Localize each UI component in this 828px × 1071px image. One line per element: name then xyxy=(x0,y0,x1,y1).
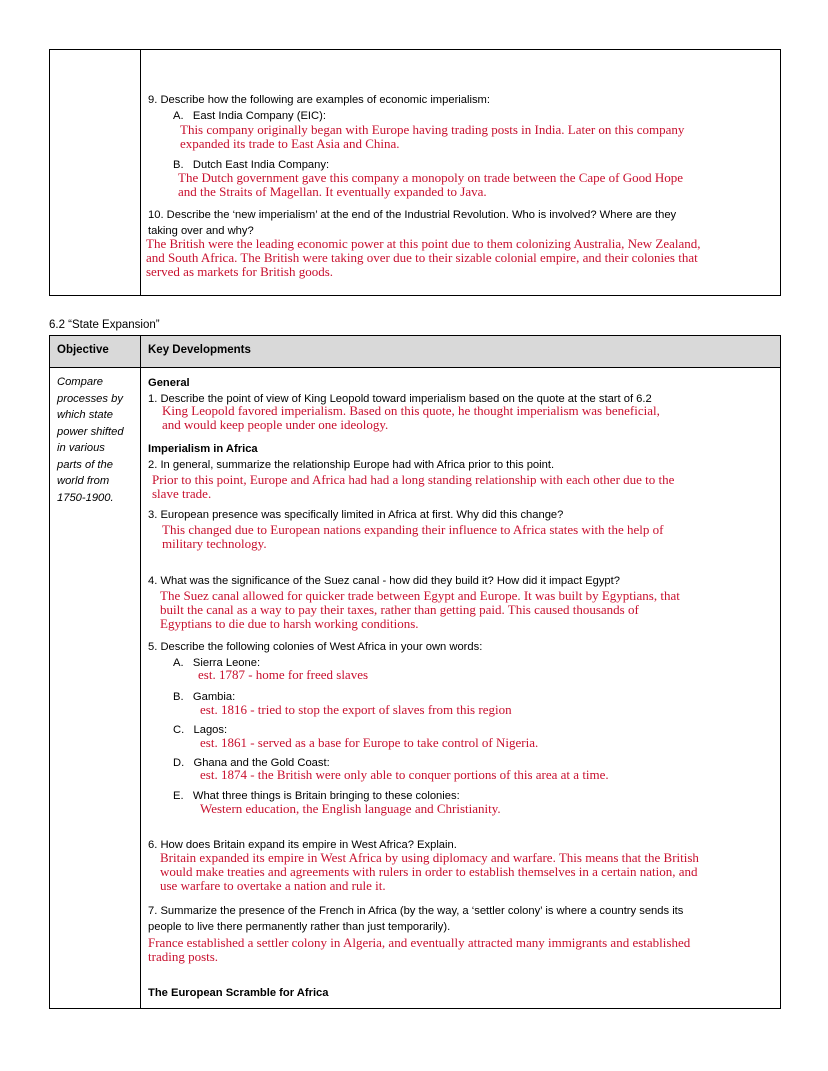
q5b-answer: est. 1816 - tried to stop the export of slaves from this region xyxy=(200,702,512,717)
q5b-label: B. Gambia: xyxy=(173,691,236,703)
q9a-answer-line-2: expanded its trade to East Asia and China. xyxy=(180,136,400,151)
objective-line: in various xyxy=(57,442,105,454)
section-title: 6.2 “State Expansion” xyxy=(49,319,160,331)
q10-text-line-1: 10. Describe the ‘new imperialism’ at the end of the Industrial Revolution. Who is involved? Where are they xyxy=(148,209,677,221)
header-objective: Objective xyxy=(57,344,109,356)
q1-answer-line-2: and would keep people under one ideology. xyxy=(162,417,389,432)
q7-answer-line-2: trading posts. xyxy=(148,949,219,964)
q10-answer-line-1: The British were the leading economic power at this point due to them colonizing Australia, New Zealand, xyxy=(146,236,701,251)
q2-text: 2. In general, summarize the relationship Europe had with Africa prior to this point. xyxy=(148,459,555,471)
q5-text: 5. Describe the following colonies of West Africa in your own words: xyxy=(148,641,483,653)
q5a-answer: est. 1787 - home for freed slaves xyxy=(198,667,369,682)
q5e-label: E. What three things is Britain bringing to these colonies: xyxy=(173,790,460,802)
africa-heading: Imperialism in Africa xyxy=(148,443,258,455)
q7-text-line-1: 7. Summarize the presence of the French in Africa (by the way, a ‘settler colony’ is where a country sends its xyxy=(148,905,684,917)
q1-text: 1. Describe the point of view of King Leopold toward imperialism based on the quote at the start of 6.2 xyxy=(148,393,652,405)
main-table-header-divider xyxy=(50,367,780,368)
q5a-label: A. Sierra Leone: xyxy=(173,657,261,669)
objective-line: world from xyxy=(57,475,110,487)
q10-text-line-2: taking over and why? xyxy=(148,225,254,237)
q5d-answer: est. 1874 - the British were only able to conquer portions of this area at a time. xyxy=(200,767,609,782)
q5d-label: D. Ghana and the Gold Coast: xyxy=(173,757,330,769)
q9b-label: B. Dutch East India Company: xyxy=(173,159,330,171)
general-heading: General xyxy=(148,377,190,389)
q9a-answer-line-1: This company originally began with Europe having trading posts in India. Later on this company xyxy=(180,122,685,137)
objective-line: parts of the xyxy=(57,458,113,471)
top-table-divider xyxy=(140,50,141,295)
q9a-label: A. East India Company (EIC): xyxy=(173,110,326,122)
q2-answer-line-2: slave trade. xyxy=(152,486,212,501)
scramble-heading: The European Scramble for Africa xyxy=(148,987,329,999)
q7-text-line-2: people to live there permanently rather than just temporarily). xyxy=(148,921,451,933)
q4-answer-line-2: built the canal as a way to pay their taxes, rather than getting paid. This caused thousands of xyxy=(160,602,639,617)
q5c-label: C. Lagos: xyxy=(173,724,228,736)
q10-answer-line-2: and South Africa. The British were taking over due to their sizable colonial empire, and their colonies that xyxy=(146,250,698,265)
q6-answer-line-3: use warfare to overtake a nation and rule it. xyxy=(160,878,386,893)
objective-line: 1750-1900. xyxy=(57,491,114,504)
objective-line: power shifted xyxy=(57,425,124,438)
q3-answer-line-2: military technology. xyxy=(162,536,267,551)
q1-answer-line-1: King Leopold favored imperialism. Based on this quote, he thought imperialism was beneficial, xyxy=(162,403,660,418)
q10-answer-line-3: served as markets for British goods. xyxy=(146,264,334,279)
q3-text: 3. European presence was specifically limited in Africa at first. Why did this change? xyxy=(148,509,564,521)
main-table-column-divider xyxy=(140,336,141,1008)
q4-answer-line-1: The Suez canal allowed for quicker trade between Egypt and Europe. It was built by Egyptians, that xyxy=(160,588,680,603)
q6-answer-line-1: Britain expanded its empire in West Africa by using diplomacy and warfare. This means that the British xyxy=(160,850,699,865)
q6-text: 6. How does Britain expand its empire in West Africa? Explain. xyxy=(148,839,457,851)
q5c-answer: est. 1861 - served as a base for Europe to take control of Nigeria. xyxy=(200,735,539,750)
objective-line: processes by xyxy=(57,392,123,405)
objective-line: which state xyxy=(57,409,113,421)
q7-answer-line-1: France established a settler colony in Algeria, and eventually attracted many immigrants and established xyxy=(148,935,691,950)
q2-answer-line-1: Prior to this point, Europe and Africa had had a long standing relationship with each other due to the xyxy=(152,472,675,487)
objective-line: Compare xyxy=(57,376,104,388)
q6-answer-line-2: would make treaties and agreements with rulers in order to establish themselves in a certain nation, and xyxy=(160,864,698,879)
header-key-developments: Key Developments xyxy=(148,344,251,356)
q4-answer-line-3: Egyptians to die due to harsh working conditions. xyxy=(160,616,419,631)
q9b-answer-line-2: and the Straits of Magellan. It eventually expanded to Java. xyxy=(178,184,487,199)
q9-text: 9. Describe how the following are examples of economic imperialism: xyxy=(148,94,490,106)
q9b-answer-line-1: The Dutch government gave this company a monopoly on trade between the Cape of Good Hope xyxy=(178,170,684,185)
q4-text: 4. What was the significance of the Suez canal - how did they build it? How did it impact Egypt? xyxy=(148,575,620,587)
q3-answer-line-1: This changed due to European nations expanding their influence to Africa states with the help of xyxy=(162,522,664,537)
q5e-answer: Western education, the English language and Christianity. xyxy=(200,801,501,816)
